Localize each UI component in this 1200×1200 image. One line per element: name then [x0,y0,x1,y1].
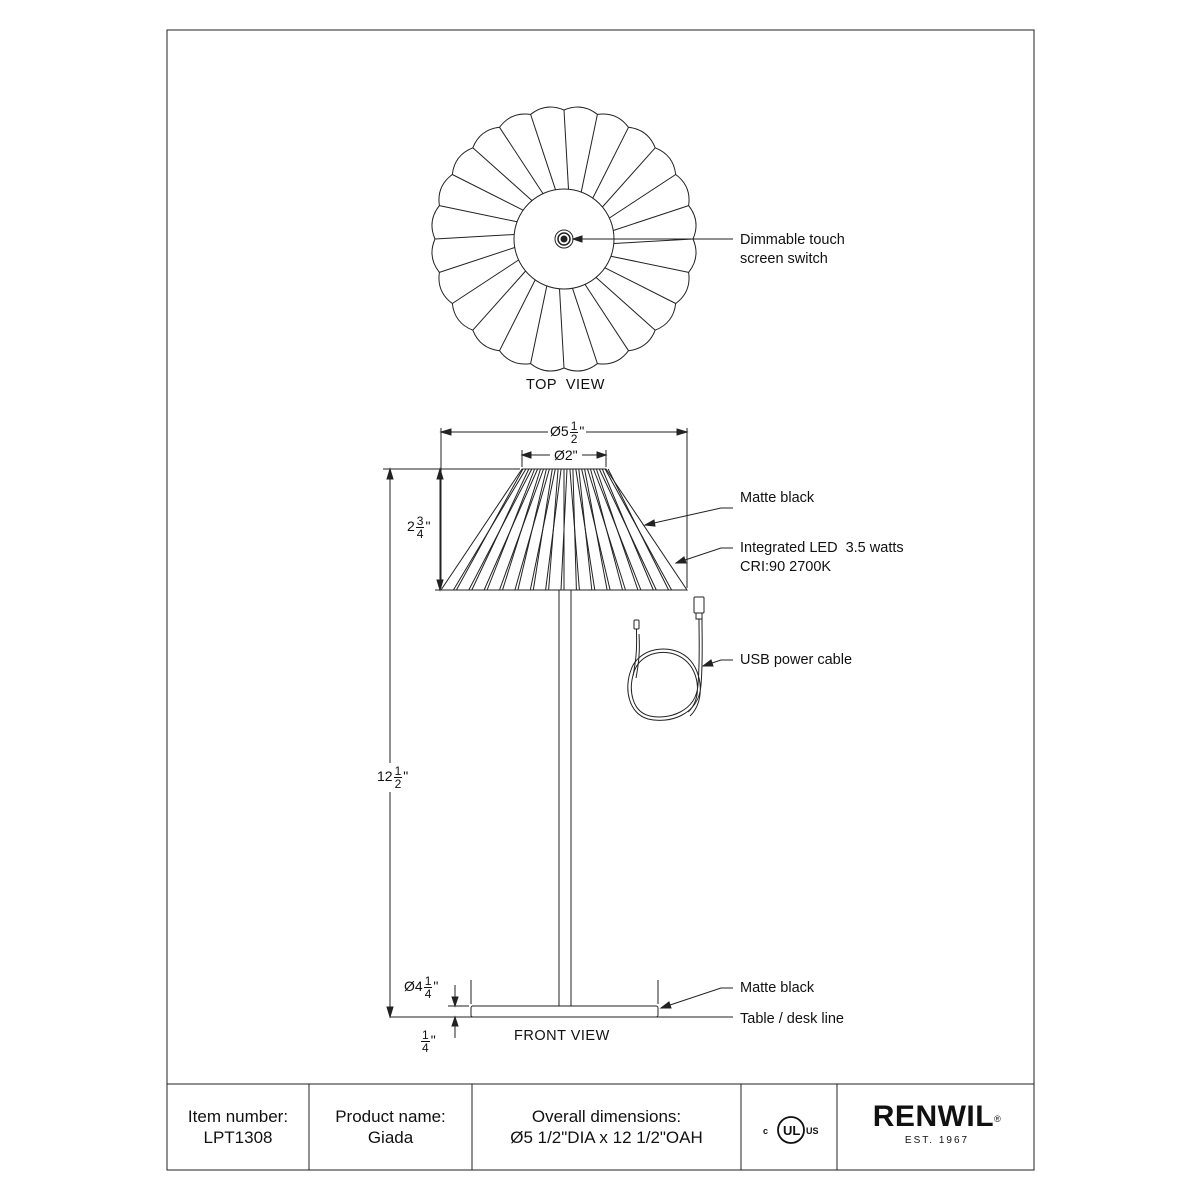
shade-pleat [530,469,555,590]
callout-touch-switch [740,231,845,269]
product-name-label: Product name: [335,1107,446,1126]
shade-rib [605,268,676,304]
registered-mark: ® [994,1114,1002,1124]
callout-shade-finish: Matte black [740,490,815,506]
leader-arrow [676,557,686,563]
callout-line: Integrated LED 3.5 watts [740,540,904,556]
shade-rib [500,280,536,351]
shade-pleat [573,469,577,590]
shade-rib [564,110,569,189]
shade-rib [531,286,547,364]
shade-pleat [579,469,592,590]
dim-arrow [387,1007,393,1017]
leader-arrow [645,520,655,526]
shade-rib [473,148,532,201]
leader-arrow [661,1002,671,1008]
overall-dimensions-label: Overall dimensions: [531,1107,682,1126]
leader-line-shade-finish [645,508,733,525]
dim-arrow [677,429,687,435]
item-number-value: LPT1308 [203,1128,273,1147]
shade-rib [439,248,514,273]
callout-line: Dimmable touch [740,232,845,248]
shade-rib [611,256,689,272]
callout-line: screen switch [740,251,828,267]
title-block-overall-dimensions [472,1084,741,1170]
dim-arrow [387,469,393,479]
dim-arrow [452,997,458,1006]
shade-pleat [500,469,544,590]
shade-rib [602,148,655,207]
brand-name: RENWIL [872,1100,995,1133]
dim-label-overall-height: 12 $\frac{1}{2}$ " [377,764,409,791]
top-view-drawing [432,107,733,371]
shade-rib [452,260,518,304]
dim-arrow [522,452,531,458]
dim-arrow [441,429,451,435]
leader-arrow [703,660,713,666]
top-view-title: TOP VIEW [526,377,605,393]
lamp-base [471,1006,658,1017]
shade-pleat [453,469,526,590]
front-view-title: FRONT VIEW [514,1028,610,1044]
shade-rib [593,127,629,198]
leader-arrow [573,236,582,242]
callout-usb-cable: USB power cable [740,652,853,668]
shade-rib [609,175,675,219]
brand-established: EST. 1967 [904,1135,970,1146]
dim-arrow [452,1017,458,1026]
front-view-drawing [383,428,733,1038]
sheet-border [167,30,1034,1170]
shade-rib [581,114,597,192]
touch-switch-icon-dot [561,236,567,242]
item-number-label: Item number: [187,1107,289,1126]
dim-arrow [597,452,606,458]
shade-pleat [602,469,653,590]
shade-rib [585,284,629,350]
product-name-value: Giada [367,1128,414,1147]
shade-front-ribs [453,469,671,590]
shade-pleat [585,469,608,590]
shade-rib [439,206,517,222]
shade-rib [500,127,544,193]
dim-label-shade-diameter: Ø5 $\frac{1}{2}$ " [550,419,585,446]
shade-rib [435,235,514,240]
shade-rib [473,271,526,330]
callout-table-line: Table / desk line [740,1011,844,1027]
title-block-product-name [309,1084,472,1170]
shade-rib [573,288,598,363]
usb-cable-icon [628,597,704,720]
dim-label-base-diameter: Ø4 $\frac{1}{4}$ " [404,974,439,1001]
dim-arrow [437,469,443,479]
shade-rib [531,114,556,189]
leader-line-base-finish [661,988,733,1008]
dim-label-top-diameter: Ø2" [550,448,582,462]
shade-rib [596,277,655,330]
callout-integrated-led [740,539,904,577]
shade-pleat [484,469,537,590]
shade-rib [452,175,523,211]
dim-label-base-thickness: $\frac{1}{4}$ " [422,1028,436,1055]
dim-label-shade-height: 2 $\frac{3}{4}$ " [407,514,431,541]
shade-rib [613,206,688,231]
renwil-logo [860,1100,1014,1148]
shade-rib [614,239,693,244]
callout-line: CRI:90 2700K [740,559,832,575]
callout-base-finish: Matte black [740,980,815,996]
shade-pleat [546,469,562,590]
overall-dimensions-value: Ø5 1/2"DIA x 12 1/2"OAH [510,1128,703,1147]
title-block-item-number [167,1084,309,1170]
shade-rib [560,289,565,368]
ul-mark-text: c UL US [763,1123,819,1138]
